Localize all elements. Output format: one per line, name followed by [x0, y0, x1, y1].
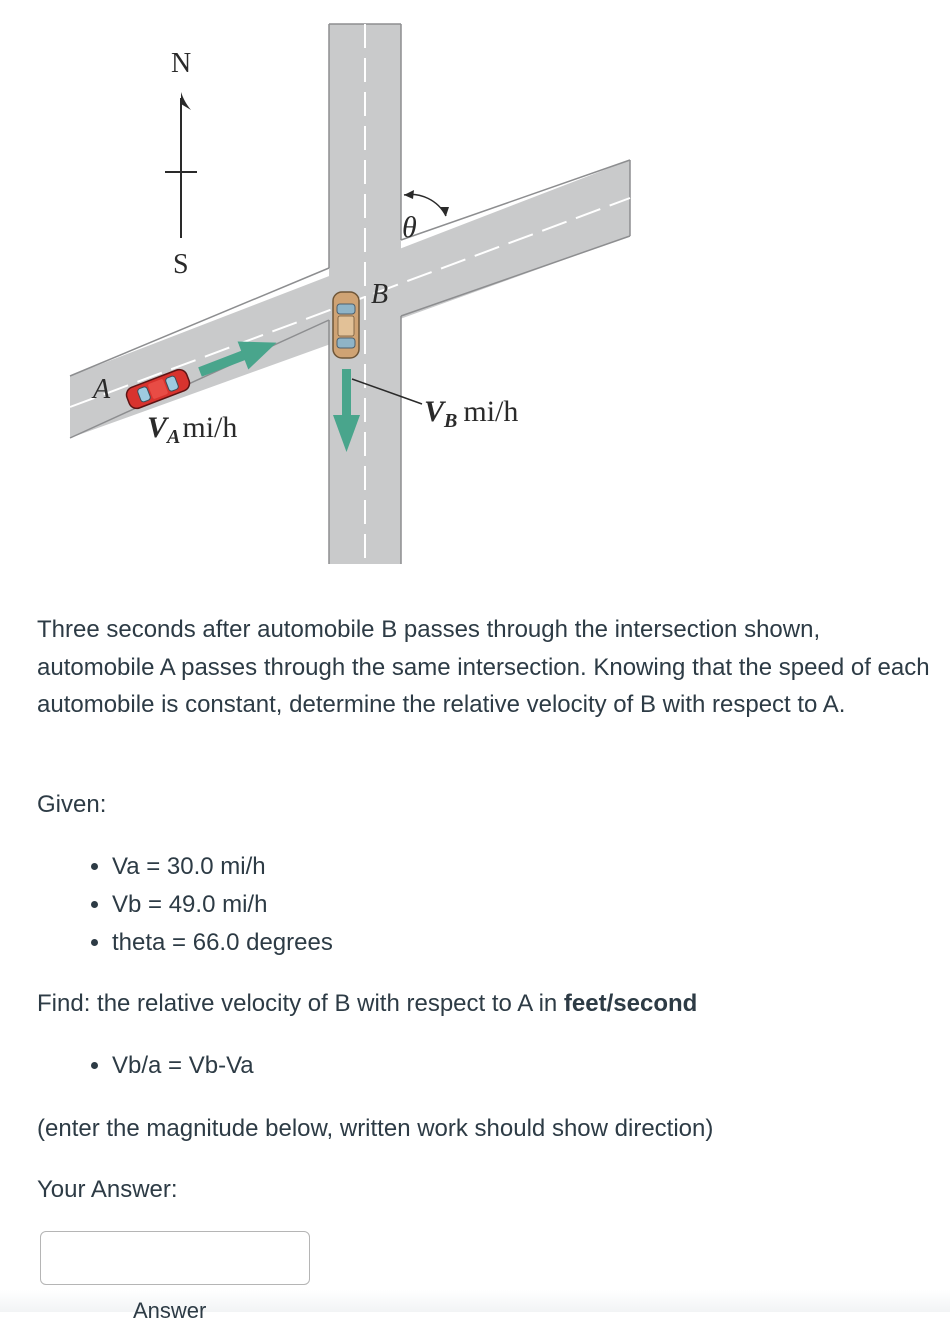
given-label: Given: — [37, 791, 107, 818]
answer-caption: Answer — [133, 1298, 207, 1323]
theta-label: θ — [402, 211, 417, 244]
car-b-label: B — [371, 279, 389, 310]
formula-list — [0, 1047, 254, 1085]
compass — [165, 48, 197, 280]
question-text: Three seconds after automobile B passes through the intersection shown, automobile A passes through the same intersection. Knowing that the speed of each automobile is constant, determine the relative velocity of B with respect to A. — [37, 616, 930, 718]
given-item-va: • Va = 30.0 mi/h — [112, 848, 333, 886]
find-text — [37, 985, 930, 1023]
answer-label: Your Answer: — [37, 1176, 178, 1203]
car-b — [333, 292, 359, 358]
given-item-vb: • Vb = 49.0 mi/h — [112, 886, 333, 924]
given-item-theta: • theta = 66.0 degrees — [112, 924, 333, 962]
find-unit: feet/second — [563, 990, 698, 1017]
given-list — [0, 848, 333, 962]
va-label: $V_Ami/h$ — [147, 411, 238, 448]
intersection-diagram — [0, 0, 950, 580]
formula-item: • Vb/a = Vb-Va — [112, 1047, 254, 1085]
vb-label: $V_B$ mi/h — [424, 395, 519, 432]
north-label: N — [171, 48, 192, 79]
find-prefix: Find: the relative velocity of B with respect to A in — [37, 990, 564, 1017]
hint-text: (enter the magnitude below, written work should show direction) — [37, 1115, 714, 1142]
car-a-label: A — [93, 374, 111, 405]
answer-input[interactable] — [40, 1231, 310, 1285]
south-label: S — [173, 249, 189, 280]
